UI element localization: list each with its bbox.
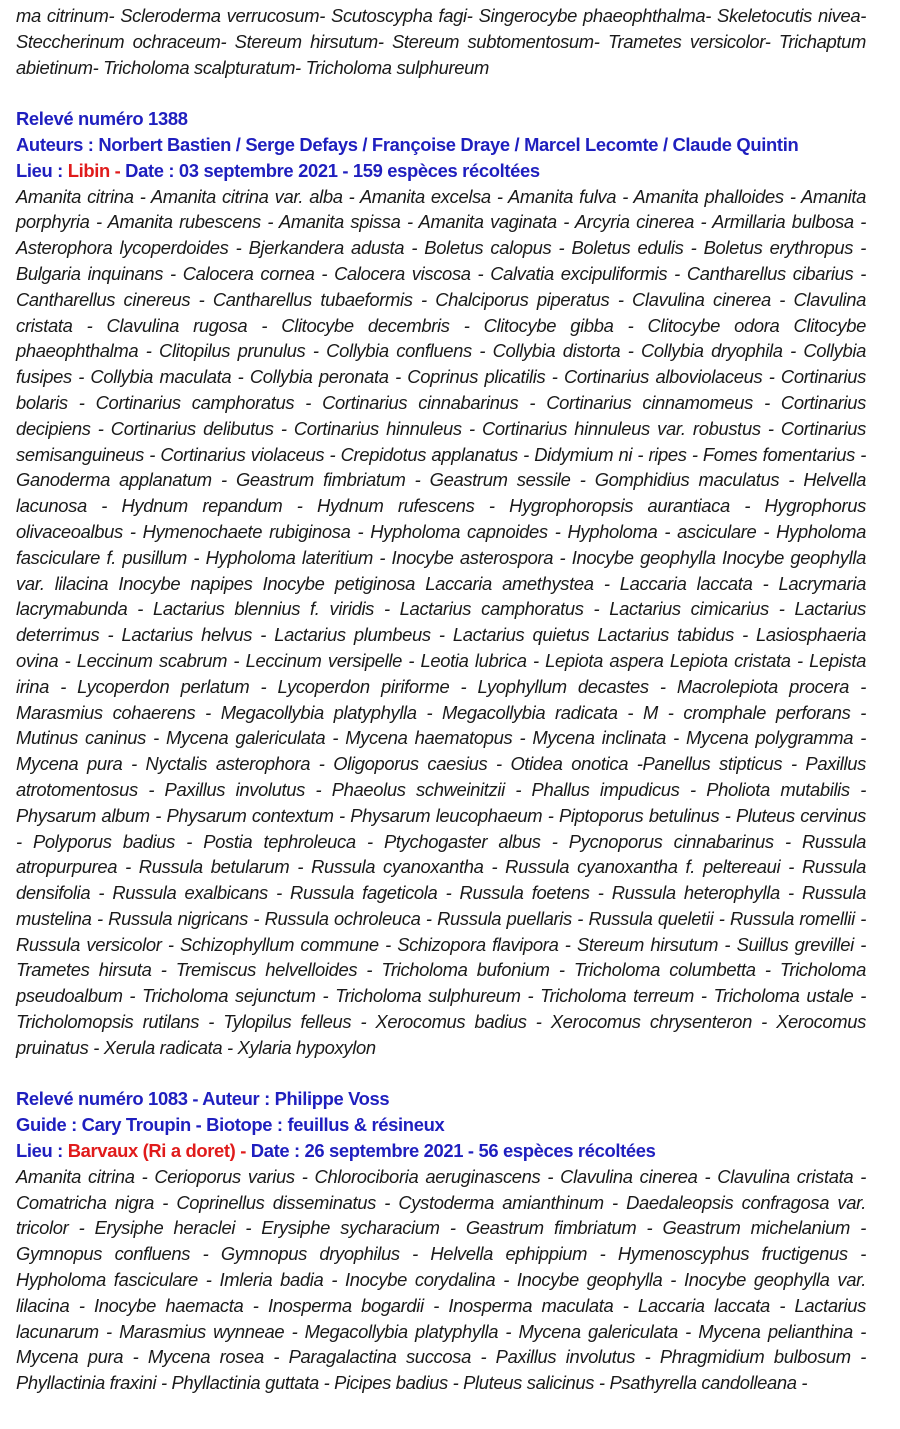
- releve-location-line: [16, 1138, 866, 1164]
- releve-title: Relevé numéro 1388: [16, 108, 188, 130]
- releve-guide-biotope: Guide : Cary Troupin - Biotope : feuillus & résineux: [16, 1114, 445, 1136]
- previous-species-list: ma citrinum- Scleroderma verrucosum- Scutoscypha fagi- Singerocybe phaeophthalma- Skeletocutis nivea- Steccherinum ochraceum- Stereum hirsutum- Stereum subtomentosum- Trametes versicolor- Trichaptum abietinum- Tricholoma scalpturatum- Tricholoma sulphureum: [16, 5, 866, 78]
- document-page: [16, 3, 866, 1396]
- location-name: Barvaux (Ri a doret): [67, 1140, 236, 1162]
- date-and-count: Date : 03 septembre 2021 - 159 espèces récoltées: [125, 159, 540, 181]
- species-list: Amanita citrina - Cerioporus varius - Chlorociboria aeruginascens - Clavulina cinerea - Clavulina cristata - Comatricha nigra - Coprinellus disseminatus - Cystoderma amianthinum - Daedaleopsis confragosa var. tricolor - Erysiphe heraclei - Erysiphe sycharacium - Geastrum fimbriatum - Geastrum michelanium - Gymnopus confluens - Gymnopus dryophilus - Helvella ephippium - Hymenoscyphus fructigenus - Hypholoma fasciculare - Imleria badia - Inocybe corydalina - Inocybe geophylla - Inocybe geophylla var. lilacina - Inocybe haemacta - Inosperma bogardii - Inosperma maculata - Laccaria laccata - Lactarius lacunarum - Marasmius wynneae - Megacollybia platyphylla - Mycena galericulata - Mycena pelianthina - Mycena pura - Mycena rosea - Paragalactina succosa - Paxillus involutus - Phragmidium bulbosum - Phyllactinia fraxini - Phyllactinia guttata - Picipes badius - Pluteus salicinus - Psathyrella candolleana -: [16, 1165, 866, 1394]
- spacer: [16, 1061, 866, 1087]
- releve-location-line: [16, 158, 866, 184]
- species-list: Amanita citrina - Amanita citrina var. alba - Amanita excelsa - Amanita fulva - Amanita phalloides - Amanita porphyria - Amanita rubescens - Amanita spissa - Amanita vaginata - Arcyria cinerea - Armillaria bulbosa - Asterophora lycoperdoides - Bjerkandera adusta - Boletus calopus - Boletus edulis - Boletus erythropus - Bulgaria inquinans - Calocera cornea - Calocera viscosa - Calvatia excipuliformis - Cantharellus cibarius - Cantharellus cinereus - Cantharellus tubaeformis - Chalciporus piperatus - Clavulina cinerea - Clavulina cristata - Clavulina rugosa - Clitocybe decembris - Clitocybe gibba - Clitocybe odora Clitocybe phaeophthalma - Clitopilus prunulus - Collybia confluens - Collybia distorta - Collybia dryophila - Collybia fusipes - Collybia maculata - Collybia peronata - Coprinus plicatilis - Cortinarius alboviolaceus - Cortinarius bolaris - Cortinarius camphoratus - Cortinarius cinnabarinus - Cortinarius cinnamomeus - Cortinarius decipiens - Cortinarius delibutus - Cortinarius hinnuleus - Cortinarius hinnuleus var. robustus - Cortinarius semisanguineus - Cortinarius violaceus - Crepidotus applanatus - Didymium ni - ripes - Fomes fomentarius - Ganoderma applanatum - Geastrum fimbriatum - Geastrum sessile - Gomphidius maculatus - Helvella lacunosa - Hydnum repandum - Hydnum rufescens - Hygrophoropsis aurantiaca - Hygrophorus olivaceoalbus - Hymenochaete rubiginosa - Hypholoma capnoides - Hypholoma - asciculare - Hypholoma fasciculare f. pusillum - Hypholoma lateritium - Inocybe asterospora - Inocybe geophylla Inocybe geophylla var. lilacina Inocybe napipes Inocybe petiginosa Laccaria amethystea - Laccaria laccata - Lacrymaria lacrymabunda - Lactarius blennius f. viridis - Lactarius camphoratus - Lactarius cimicarius - Lactarius deterrimus - Lactarius helvus - Lactarius plumbeus - Lactarius quietus Lactarius tabidus - Lasiosphaeria ovina - Leccinum scabrum - Leccinum versipelle - Leotia lubrica - Lepiota aspera Lepiota cristata - Lepista irina - Lycoperdon perlatum - Lycoperdon piriforme - Lyophyllum decastes - Macrolepiota procera - Marasmius cohaerens - Megacollybia platyphylla - Megacollybia radicata - M - cromphale perforans - Mutinus caninus - Mycena galericulata - Mycena haematopus - Mycena inclinata - Mycena polygramma - Mycena pura - Nyctalis asterophora - Oligoporus caesius - Otidea onotica -Panellus stipticus - Paxillus atrotomentosus - Paxillus involutus - Phaeolus schweinitzii - Phallus impudicus - Pholiota mutabilis - Physarum album - Physarum contextum - Physarum leucophaeum - Piptoporus betulinus - Pluteus cervinus - Polyporus badius - Postia tephroleuca - Ptychogaster albus - Pycnoporus cinnabarinus - Russula atropurpurea - Russula betularum - Russula cyanoxantha - Russula cyanoxantha f. peltereaui - Russula densifolia - Russula exalbicans - Russula fageticola - Russula foetens - Russula heterophylla - Russula mustelina - Russula nigricans - Russula ochroleuca - Russula puellaris - Russula queletii - Russula romellii - Russula versicolor - Schizophyllum commune - Schizopora flavipora - Stereum hirsutum - Suillus grevillei - Trametes hirsuta - Tremiscus helvelloides - Tricholoma bufonium - Tricholoma columbetta - Tricholoma pseudoalbum - Tricholoma sejunctum - Tricholoma sulphureum - Tricholoma terreum - Tricholoma ustale - Tricholomopsis rutilans - Tylopilus felleus - Xerocomus badius - Xerocomus chrysenteron - Xerocomus pruinatus - Xerula radicata - Xylaria hypoxylon: [16, 185, 866, 1058]
- location-name: Libin: [67, 159, 110, 181]
- location-label: Lieu :: [16, 159, 68, 181]
- date-and-count: Date : 26 septembre 2021 - 56 espèces récoltées: [250, 1140, 656, 1162]
- releve-1083-section: [16, 1086, 866, 1396]
- location-label: Lieu :: [16, 1140, 68, 1162]
- releve-title: Relevé numéro 1083 - Auteur : Philippe Voss: [16, 1088, 390, 1110]
- releve-authors: Auteurs : Norbert Bastien / Serge Defays / Françoise Draye / Marcel Lecomte / Claude Quintin: [16, 133, 799, 155]
- releve-1388-section: [16, 106, 866, 1060]
- location-separator: -: [235, 1140, 251, 1162]
- spacer: [16, 80, 866, 106]
- location-separator: -: [109, 159, 126, 181]
